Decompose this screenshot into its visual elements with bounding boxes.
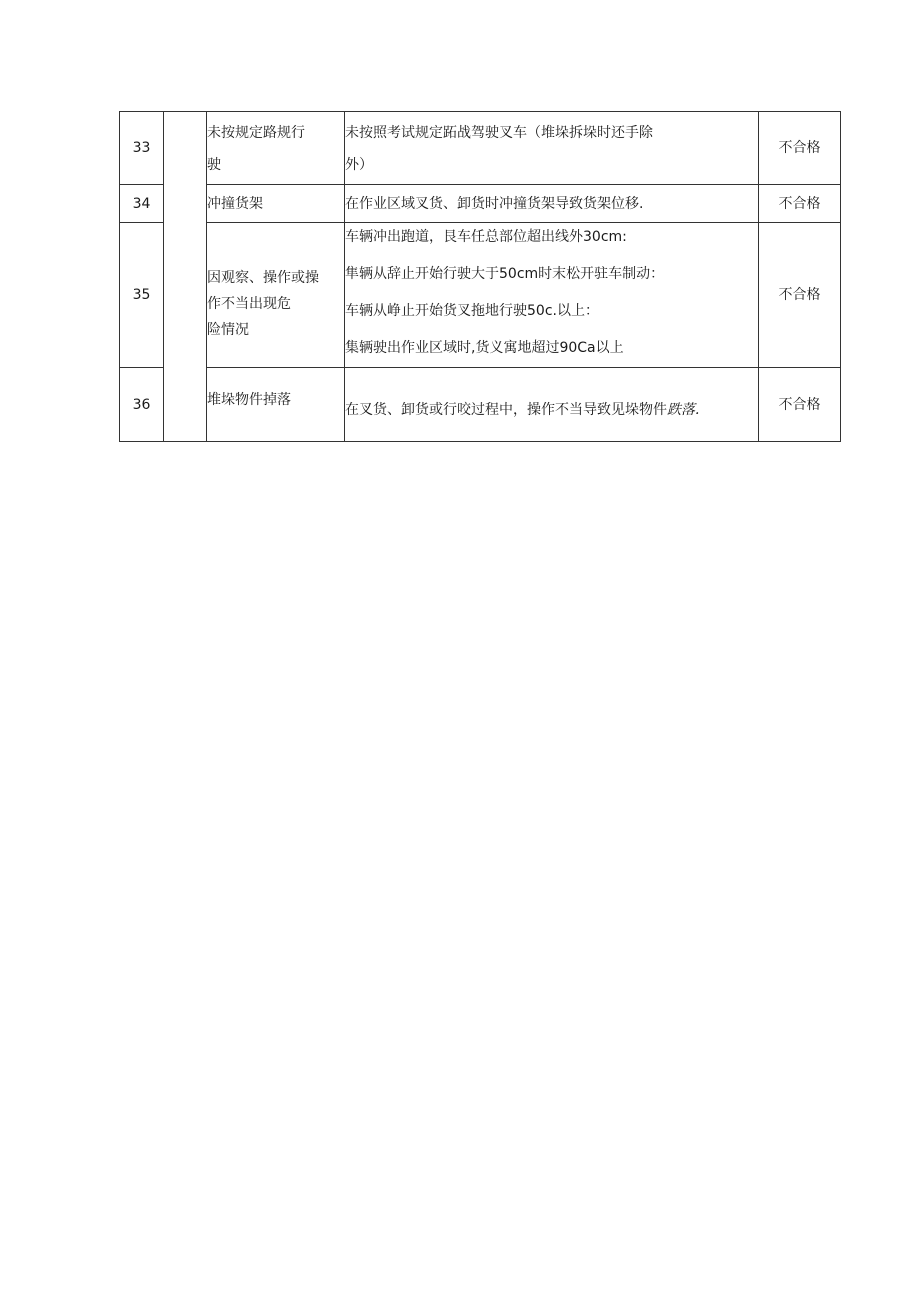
description-line: 车辆冲出跑道，艮车任总部位超出线外30cm: [345,229,627,245]
item-cell [207,223,345,368]
item-cell [207,368,345,442]
table-row-35 [120,223,841,368]
description-line: 外） [345,157,373,173]
category-cell-empty [164,112,207,442]
row-number: 36 [120,368,164,442]
item-cell [207,112,345,185]
description-line: 隼辆从辞止开始行驶大于50cm时末松开驻车制动： [345,266,665,282]
row-number: 33 [120,112,164,185]
description-line: 集辆驶出作业区域时,货义寓地超过90Ca以上 [345,340,624,356]
row-number: 35 [120,223,164,368]
row-number: 34 [120,185,164,223]
description-text: 在叉货、卸货或行咬过程中，操作不当导致见垛物件 [345,401,667,418]
result-cell: 不合格 [759,368,841,442]
description-cell [345,368,759,442]
table-row-36 [120,368,841,442]
description-cell [345,112,759,185]
description-cell [345,223,759,368]
description-tail: 跌落. [667,401,700,418]
result-cell: 不合格 [759,112,841,185]
item-line: 险情况 [207,322,249,338]
item-line: 作不当出现危 [207,296,291,312]
item-line: 未按规定路规行 [207,125,305,141]
description-cell: 在作业区域叉货、卸货时冲撞货架导致货架位移. [345,185,759,223]
table-row-33 [120,112,841,185]
inspection-table [119,111,841,442]
result-cell: 不合格 [759,223,841,368]
item-line: 驶 [207,157,221,173]
item-line: 因观察、操作或操 [207,270,319,286]
item-cell: 冲撞货架 [207,185,345,223]
description-line: 车辆从峥止开始货叉拖地行驶50c.以上： [345,303,599,319]
result-cell: 不合格 [759,185,841,223]
item-text: 堆垛物件掉落 [207,391,291,408]
description-line: 未按照考试规定跖战驾驶叉车（堆垛拆垛时还手除 [345,125,653,141]
table-row-34 [120,185,841,223]
